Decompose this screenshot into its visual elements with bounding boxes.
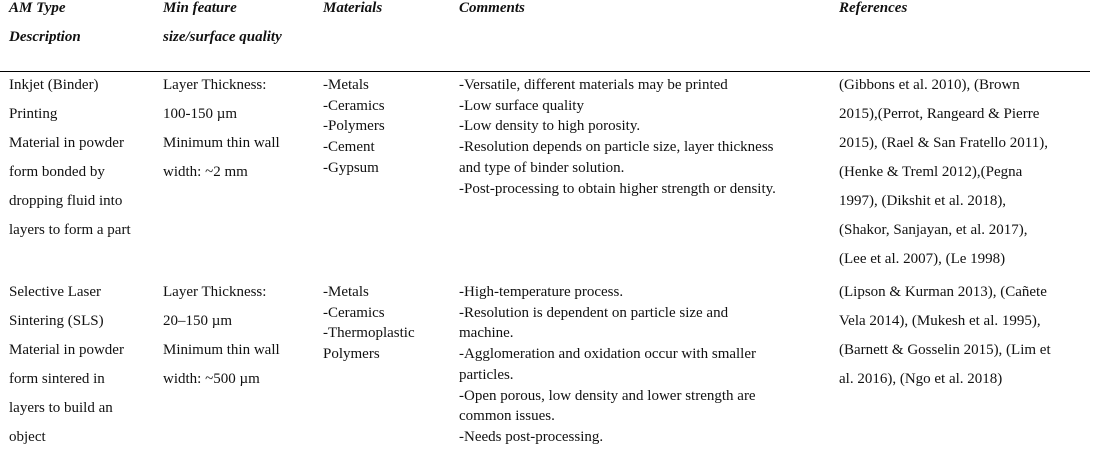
row1-references-line: 1997), (Dikshit et al. 2018),: [839, 193, 1007, 209]
row1-feature-line: width: ~2 mm: [163, 164, 248, 180]
header-am-type-line: AM Type: [9, 0, 66, 16]
row2-references-line: (Barnett & Gosselin 2015), (Lim et: [839, 342, 1051, 358]
row2-description-line: Material in powder: [9, 342, 124, 358]
header-comments-label: Comments: [459, 0, 525, 16]
row2-comments-line: common issues.: [459, 408, 555, 425]
row1-references-line: (Henke & Treml 2012),(Pegna: [839, 164, 1023, 180]
row1-comments: [459, 75, 776, 199]
row1-materials-line: -Ceramics: [323, 97, 385, 114]
row2-references-line: (Lipson & Kurman 2013), (Cañete: [839, 284, 1047, 300]
row1-comments-line: -Resolution depends on particle size, layer thickness: [459, 139, 774, 156]
row2-description-line: Sintering (SLS): [9, 313, 104, 329]
row2-feature-line: 20–150 µm: [163, 313, 233, 329]
row2-materials-line: Polymers: [323, 346, 380, 363]
header-min-feature: [163, 0, 282, 52]
row2-feature-line: Minimum thin wall: [163, 342, 280, 358]
row1-description-line: layers to form a part: [9, 222, 131, 238]
header-materials: [323, 0, 382, 23]
row1-feature-line: Layer Thickness:: [163, 77, 267, 93]
row1-description-line: Material in powder: [9, 135, 124, 151]
row2-description-line: form sintered in: [9, 371, 105, 387]
row1-comments-line: -Low density to high porosity.: [459, 118, 641, 135]
row2-comments: [459, 282, 756, 448]
row2-materials-line: -Thermoplastic: [323, 325, 415, 342]
row1-materials-line: -Cement: [323, 139, 375, 156]
header-references: [839, 0, 907, 23]
row2-materials-line: -Metals: [323, 284, 369, 300]
row2-references: [839, 278, 1051, 394]
row2-comments-line: machine.: [459, 325, 514, 342]
header-min-feature-line: Min feature: [163, 0, 237, 16]
row2-description-line: object: [9, 429, 46, 445]
row1-feature-line: Minimum thin wall: [163, 135, 280, 151]
row1-feature-line: 100-150 µm: [163, 106, 238, 122]
row1-description: [9, 71, 131, 245]
row1-references-line: (Lee et al. 2007), (Le 1998): [839, 251, 1006, 267]
row1-comments-line: and type of binder solution.: [459, 159, 625, 176]
header-materials-label: Materials: [323, 0, 383, 16]
row2-materials-line: -Ceramics: [323, 304, 385, 321]
row2-comments-line: -Needs post-processing.: [459, 428, 604, 445]
row1-comments-line: -Post-processing to obtain higher strength or density.: [459, 180, 776, 197]
row1-materials-line: -Polymers: [323, 118, 385, 135]
row1-feature: [163, 71, 280, 187]
row1-materials-line: -Metals: [323, 77, 369, 93]
row1-references-line: 2015),(Perrot, Rangeard & Pierre: [839, 106, 1040, 122]
row2-feature-line: Layer Thickness:: [163, 284, 267, 300]
row1-references-line: 2015), (Rael & San Fratello 2011),: [839, 135, 1048, 151]
row2-materials: [323, 282, 415, 365]
header-min-feature-line: size/surface quality: [163, 29, 282, 45]
row2-description-line: layers to build an: [9, 400, 113, 416]
row1-materials-line: -Gypsum: [323, 159, 379, 176]
header-am-type-line: Description: [9, 29, 81, 45]
row2-comments-line: particles.: [459, 366, 514, 383]
row1-references: [839, 71, 1048, 274]
row2-references-line: Vela 2014), (Mukesh et al. 1995),: [839, 313, 1041, 329]
header-comments: [459, 0, 525, 23]
row2-comments-line: -High-temperature process.: [459, 284, 624, 300]
row2-references-line: al. 2016), (Ngo et al. 2018): [839, 371, 1003, 387]
row2-comments-line: -Resolution is dependent on particle size and: [459, 304, 729, 321]
row1-references-line: (Gibbons et al. 2010), (Brown: [839, 77, 1020, 93]
row2-feature: [163, 278, 280, 394]
row1-references-line: (Shakor, Sanjayan, et al. 2017),: [839, 222, 1028, 238]
row1-comments-line: -Versatile, different materials may be printed: [459, 77, 728, 93]
row1-description-line: dropping fluid into: [9, 193, 123, 209]
row1-materials: [323, 75, 385, 179]
row2-description-line: Selective Laser: [9, 284, 102, 300]
row1-description-line: Printing: [9, 106, 58, 122]
row2-comments-line: -Open porous, low density and lower strength are: [459, 387, 756, 404]
row1-description-line: Inkjet (Binder): [9, 77, 99, 93]
row2-feature-line: width: ~500 µm: [163, 371, 260, 387]
row1-comments-line: -Low surface quality: [459, 97, 584, 114]
row2-comments-line: -Agglomeration and oxidation occur with smaller: [459, 346, 757, 363]
header-references-label: References: [839, 0, 908, 16]
header-am-type: [9, 0, 81, 52]
row2-description: [9, 278, 124, 452]
row1-description-line: form bonded by: [9, 164, 105, 180]
